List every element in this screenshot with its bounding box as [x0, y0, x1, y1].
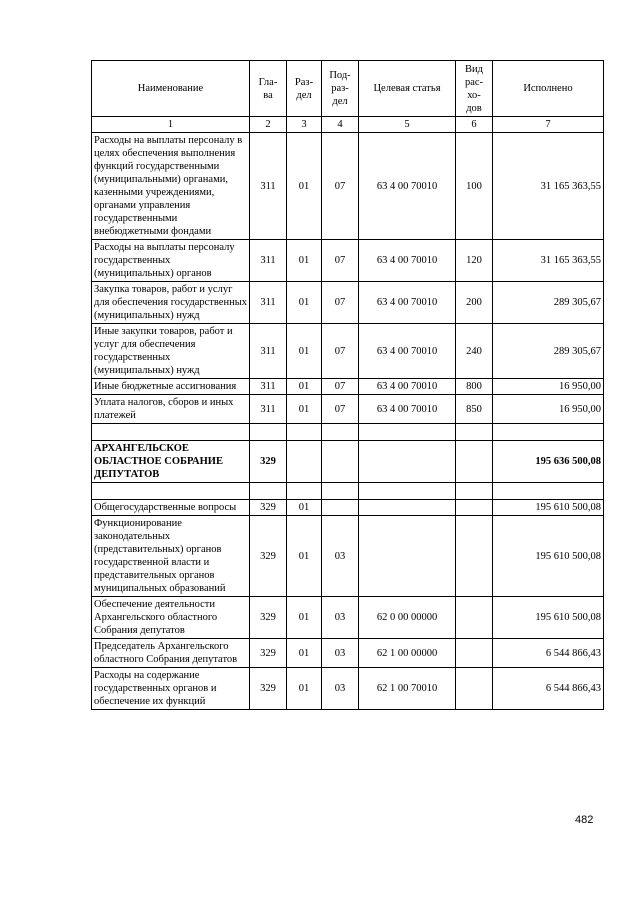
header-chapter: Гла- ва — [250, 61, 287, 117]
row-chapter: 329 — [250, 516, 287, 597]
header-name: Наименование — [92, 61, 250, 117]
empty-cell — [322, 483, 359, 500]
row-subsection: 07 — [322, 133, 359, 240]
empty-cell — [92, 424, 250, 441]
row-name: Общегосударственные вопросы — [92, 500, 250, 516]
empty-cell — [287, 424, 322, 441]
row-chapter: 311 — [250, 395, 287, 424]
empty-cell — [493, 424, 604, 441]
row-section: 01 — [287, 668, 322, 710]
column-number: 3 — [287, 117, 322, 133]
table-row — [92, 395, 604, 424]
header-subsection: Под- раз- дел — [322, 61, 359, 117]
row-expense-type: 800 — [456, 379, 493, 395]
row-subsection: 03 — [322, 516, 359, 597]
row-subsection: 07 — [322, 395, 359, 424]
row-expense-type — [456, 597, 493, 639]
row-name: Расходы на выплаты персоналу государственных (муниципальных) органов — [92, 240, 250, 282]
row-section: 01 — [287, 324, 322, 379]
empty-cell — [456, 483, 493, 500]
row-subsection — [322, 441, 359, 483]
table-row — [92, 597, 604, 639]
row-subsection — [322, 500, 359, 516]
row-section: 01 — [287, 240, 322, 282]
row-executed: 31 165 363,55 — [493, 240, 604, 282]
row-target: 62 1 00 00000 — [359, 639, 456, 668]
header-section: Раз- дел — [287, 61, 322, 117]
header-executed: Исполнено — [493, 61, 604, 117]
row-subsection: 03 — [322, 639, 359, 668]
empty-cell — [456, 424, 493, 441]
row-chapter: 311 — [250, 133, 287, 240]
table-row — [92, 639, 604, 668]
header-target: Целевая статья — [359, 61, 456, 117]
row-name: Обеспечение деятельности Архангельского областного Собрания депутатов — [92, 597, 250, 639]
row-chapter: 329 — [250, 441, 287, 483]
row-target — [359, 516, 456, 597]
table-row — [92, 668, 604, 710]
row-executed: 195 610 500,08 — [493, 500, 604, 516]
row-name: Председатель Архангельского областного Собрания депутатов — [92, 639, 250, 668]
row-section: 01 — [287, 597, 322, 639]
spacer-row — [92, 483, 604, 500]
row-subsection: 07 — [322, 240, 359, 282]
row-executed: 195 636 500,08 — [493, 441, 604, 483]
column-number: 4 — [322, 117, 359, 133]
row-executed: 195 610 500,08 — [493, 516, 604, 597]
row-name: Расходы на выплаты персоналу в целях обеспечения выполнения функций государственными (муниципальными) органами, казенными учреждениями, органами управления государственными внебюджетными фондами — [92, 133, 250, 240]
table-row — [92, 282, 604, 324]
row-target: 62 0 00 00000 — [359, 597, 456, 639]
table-row — [92, 500, 604, 516]
row-name: Закупка товаров, работ и услуг для обеспечения государственных (муниципальных) нужд — [92, 282, 250, 324]
table-row — [92, 133, 604, 240]
table-row — [92, 324, 604, 379]
row-target: 63 4 00 70010 — [359, 240, 456, 282]
column-number-row — [92, 117, 604, 133]
row-section: 01 — [287, 516, 322, 597]
row-chapter: 329 — [250, 639, 287, 668]
empty-cell — [250, 483, 287, 500]
row-executed: 16 950,00 — [493, 379, 604, 395]
row-section: 01 — [287, 379, 322, 395]
row-target: 63 4 00 70010 — [359, 395, 456, 424]
row-name: АРХАНГЕЛЬСКОЕ ОБЛАСТНОЕ СОБРАНИЕ ДЕПУТАТОВ — [92, 441, 250, 483]
row-name: Иные закупки товаров, работ и услуг для обеспечения государственных (муниципальных) нужд — [92, 324, 250, 379]
row-expense-type — [456, 639, 493, 668]
row-expense-type: 120 — [456, 240, 493, 282]
row-chapter: 329 — [250, 500, 287, 516]
row-section: 01 — [287, 395, 322, 424]
row-subsection: 07 — [322, 324, 359, 379]
empty-cell — [493, 483, 604, 500]
column-number: 7 — [493, 117, 604, 133]
row-executed: 289 305,67 — [493, 324, 604, 379]
row-target: 63 4 00 70010 — [359, 133, 456, 240]
row-chapter: 311 — [250, 379, 287, 395]
row-executed: 289 305,67 — [493, 282, 604, 324]
row-target: 62 1 00 70010 — [359, 668, 456, 710]
row-executed: 6 544 866,43 — [493, 668, 604, 710]
column-number: 2 — [250, 117, 287, 133]
row-name: Расходы на содержание государственных органов и обеспечение их функций — [92, 668, 250, 710]
row-chapter: 311 — [250, 324, 287, 379]
row-expense-type — [456, 441, 493, 483]
row-section: 01 — [287, 500, 322, 516]
row-chapter: 311 — [250, 282, 287, 324]
row-expense-type — [456, 500, 493, 516]
row-name: Уплата налогов, сборов и иных платежей — [92, 395, 250, 424]
row-section: 01 — [287, 133, 322, 240]
empty-cell — [322, 424, 359, 441]
row-subsection: 07 — [322, 379, 359, 395]
row-executed: 16 950,00 — [493, 395, 604, 424]
empty-cell — [359, 483, 456, 500]
row-subsection: 03 — [322, 597, 359, 639]
column-number: 1 — [92, 117, 250, 133]
row-target — [359, 500, 456, 516]
header-expense-type: Вид рас- хо- дов — [456, 61, 493, 117]
row-chapter: 329 — [250, 597, 287, 639]
row-expense-type: 850 — [456, 395, 493, 424]
row-section: 01 — [287, 639, 322, 668]
empty-cell — [250, 424, 287, 441]
row-expense-type — [456, 516, 493, 597]
row-executed: 6 544 866,43 — [493, 639, 604, 668]
spacer-row — [92, 424, 604, 441]
row-expense-type — [456, 668, 493, 710]
row-target: 63 4 00 70010 — [359, 324, 456, 379]
row-subsection: 07 — [322, 282, 359, 324]
row-expense-type: 240 — [456, 324, 493, 379]
empty-cell — [287, 483, 322, 500]
column-number: 5 — [359, 117, 456, 133]
empty-cell — [359, 424, 456, 441]
budget-execution-table — [91, 60, 604, 710]
table-row — [92, 516, 604, 597]
row-chapter: 311 — [250, 240, 287, 282]
row-section — [287, 441, 322, 483]
column-number: 6 — [456, 117, 493, 133]
row-executed: 31 165 363,55 — [493, 133, 604, 240]
table-row — [92, 240, 604, 282]
row-name: Иные бюджетные ассигнования — [92, 379, 250, 395]
header-row — [92, 61, 604, 117]
table-row-department — [92, 441, 604, 483]
row-name: Функционирование законодательных (представительных) органов государственной власти и представительных органов муниципальных образований — [92, 516, 250, 597]
row-chapter: 329 — [250, 668, 287, 710]
page-number: 482 — [575, 814, 594, 826]
empty-cell — [92, 483, 250, 500]
row-target: 63 4 00 70010 — [359, 282, 456, 324]
row-target: 63 4 00 70010 — [359, 379, 456, 395]
row-expense-type: 100 — [456, 133, 493, 240]
row-target — [359, 441, 456, 483]
row-expense-type: 200 — [456, 282, 493, 324]
row-executed: 195 610 500,08 — [493, 597, 604, 639]
table-row — [92, 379, 604, 395]
row-subsection: 03 — [322, 668, 359, 710]
row-section: 01 — [287, 282, 322, 324]
